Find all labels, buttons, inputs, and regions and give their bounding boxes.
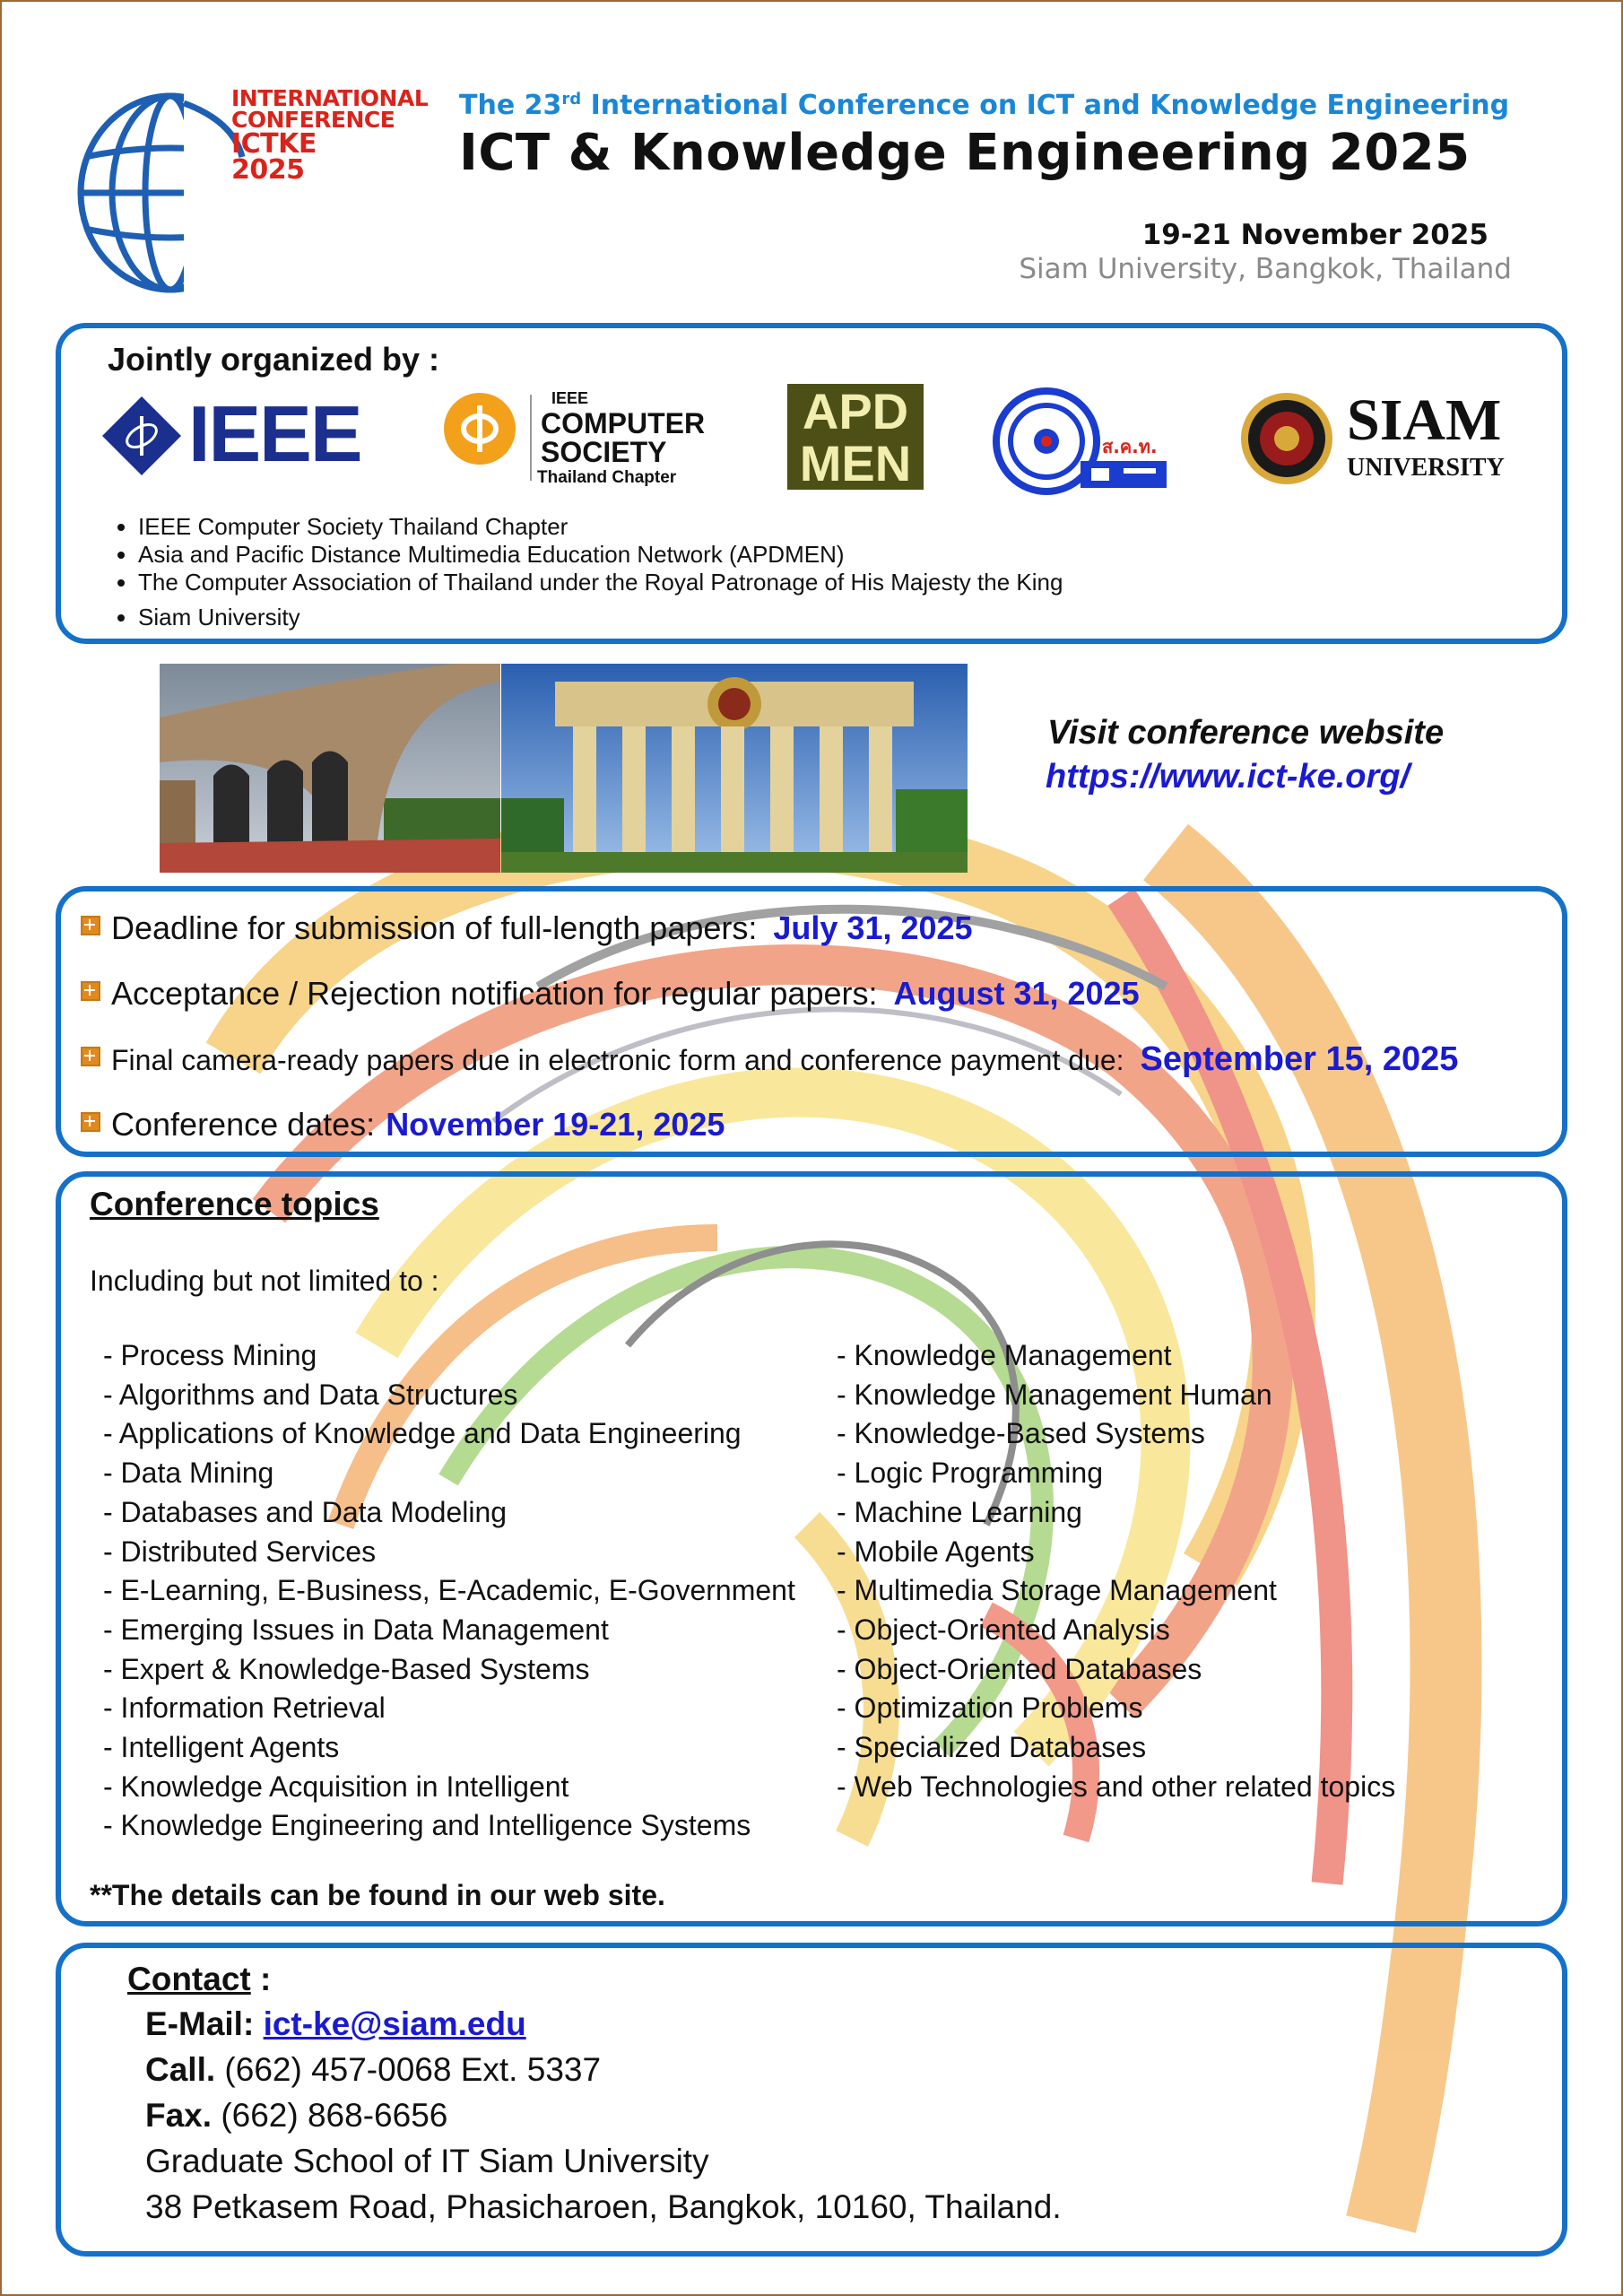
bullet-square-icon: [81, 1112, 100, 1132]
list-item: - Logic Programming: [837, 1457, 1103, 1490]
conference-venue: Siam University, Bangkok, Thailand: [1019, 253, 1512, 285]
topics-right-column: [837, 1336, 1395, 1806]
logo-line-3: ICTKE: [231, 128, 317, 160]
campus-pillars-photo: [501, 664, 968, 873]
deadline-label: Final camera-ready papers due in electronic form and conference payment due:: [111, 1044, 1124, 1076]
subtitle-post: International Conference on ICT and Knowledge Engineering: [581, 90, 1510, 121]
contact-heading: [127, 1961, 271, 1998]
deadline-value: September 15, 2025: [1140, 1040, 1459, 1078]
list-item: - Expert & Knowledge-Based Systems: [103, 1652, 590, 1685]
cat-logo: [991, 386, 1170, 497]
apdmen-logo: [787, 384, 924, 490]
list-item: - Machine Learning: [837, 1495, 1082, 1528]
cs-line2: SOCIETY: [541, 436, 667, 468]
list-item: - Data Mining: [103, 1457, 274, 1490]
contact-call: [145, 2051, 601, 2089]
fax-label: Fax.: [145, 2097, 213, 2134]
topics-intro: Including but not limited to :: [90, 1265, 439, 1297]
list-item: - Databases and Data Modeling: [103, 1495, 508, 1528]
ieee-diamond-icon: [100, 395, 183, 477]
list-item: - Optimization Problems: [837, 1692, 1143, 1725]
list-item: - Information Retrieval: [103, 1692, 386, 1725]
phi-circle-icon: [442, 391, 517, 466]
subtitle-sup: rd: [561, 90, 582, 109]
organizers-heading: Jointly organized by :: [108, 341, 440, 378]
apd-line1: APD: [802, 383, 909, 439]
deadline-conference-dates: [81, 1106, 725, 1144]
ieee-logo: [100, 389, 378, 478]
siam-seal-icon: [1239, 391, 1334, 486]
email-link[interactable]: ict-ke@siam.edu: [263, 2005, 526, 2042]
list-item: - Knowledge Engineering and Intelligence Systems: [103, 1809, 751, 1842]
list-item: - Algorithms and Data Structures: [103, 1378, 518, 1411]
list-item: - Process Mining: [103, 1339, 317, 1371]
list-item: - Mobile Agents: [837, 1535, 1035, 1568]
logo-line-1: INTERNATIONAL: [231, 85, 429, 111]
conference-logo-text: [231, 85, 429, 186]
deadline-notification: [81, 975, 1140, 1013]
list-item: - Knowledge Management Human: [837, 1378, 1272, 1411]
siam-line2: UNIVERSITY: [1347, 454, 1505, 482]
deadline-camera-ready: [81, 1040, 1458, 1079]
topics-left-column: [103, 1336, 795, 1846]
list-item: • Asia and Pacific Distance Multimedia Education Network (APDMEN): [138, 541, 1063, 569]
conference-title: ICT & Knowledge Engineering 2025: [459, 124, 1471, 182]
list-item: - Knowledge-Based Systems: [837, 1417, 1205, 1450]
bullet-square-icon: [81, 1047, 100, 1066]
list-item: - Knowledge Management: [837, 1339, 1172, 1371]
computer-society-logo: [442, 389, 711, 488]
list-item: - Object-Oriented Analysis: [837, 1613, 1170, 1646]
deadline-label: Conference dates:: [111, 1106, 376, 1143]
contact-fax: [145, 2097, 447, 2135]
deadline-value: November 19-21, 2025: [386, 1106, 725, 1143]
bullet-square-icon: [81, 981, 100, 1001]
list-item: - Knowledge Acquisition in Intelligent: [103, 1770, 569, 1803]
deadline-submission: [81, 909, 973, 947]
deadline-value: August 31, 2025: [893, 975, 1140, 1012]
deadline-label: Deadline for submission of full-length papers:: [111, 909, 758, 946]
list-item: - Web Technologies and other related topics: [837, 1770, 1396, 1803]
list-item: - Multimedia Storage Management: [837, 1574, 1277, 1607]
list-item: - Intelligent Agents: [103, 1731, 340, 1764]
topics-heading: Conference topics: [90, 1186, 379, 1222]
contact-address-2: 38 Petkasem Road, Phasicharoen, Bangkok, 10160, Thailand.: [145, 2188, 1062, 2225]
list-item: - Specialized Databases: [837, 1731, 1147, 1764]
list-item: - Object-Oriented Databases: [837, 1652, 1202, 1685]
email-label: E-Mail:: [145, 2005, 255, 2042]
logo-line-2: CONFERENCE: [231, 107, 395, 133]
website-label: Visit conference website: [1047, 714, 1445, 752]
contact-address-1: Graduate School of IT Siam University: [145, 2143, 709, 2179]
conference-date: 19-21 November 2025: [1141, 219, 1488, 251]
contact-heading-colon: :: [250, 1961, 272, 1997]
apd-line2: MEN: [799, 435, 912, 491]
cat-logo-text: ส.ค.ท.: [1102, 436, 1158, 457]
siam-line1: SIAM: [1347, 387, 1502, 453]
deadline-label: Acceptance / Rejection notification for regular papers:: [111, 975, 878, 1012]
cs-line1: COMPUTER: [541, 407, 706, 439]
contact-email: [145, 2005, 526, 2043]
deadline-value: July 31, 2025: [773, 909, 973, 946]
call-value: (662) 457-0068 Ext. 5337: [215, 2051, 602, 2088]
list-item: • The Computer Association of Thailand under the Royal Patronage of His Majesty the King: [138, 569, 1063, 596]
cs-line3: Thailand Chapter: [537, 468, 677, 487]
conference-subtitle: [459, 90, 1509, 121]
logo-line-4: 2025: [231, 154, 305, 186]
fax-value: (662) 868-6656: [212, 2097, 448, 2134]
campus-arch-photo: [160, 664, 500, 873]
siam-university-logo: [1239, 387, 1526, 490]
cs-top-text: IEEE: [551, 389, 589, 407]
list-item: - Applications of Knowledge and Data Engineering: [103, 1417, 742, 1450]
call-label: Call.: [145, 2051, 216, 2088]
list-item: - Distributed Services: [103, 1535, 377, 1568]
list-item: - E-Learning, E-Business, E-Academic, E-Government: [103, 1574, 795, 1607]
bullet-square-icon: [81, 916, 100, 935]
list-item: • IEEE Computer Society Thailand Chapter: [138, 513, 1063, 541]
cs-divider: [530, 395, 532, 481]
list-item: - Emerging Issues in Data Management: [103, 1613, 609, 1646]
organizers-list: [88, 513, 1063, 631]
ieee-logo-text: IEEE: [188, 389, 361, 478]
subtitle-pre: The 23: [459, 90, 562, 121]
contact-heading-text: Contact: [127, 1961, 251, 1997]
website-link[interactable]: https://www.ict-ke.org/: [1046, 758, 1410, 796]
list-item: • Siam University: [138, 604, 1063, 631]
details-note: **The details can be found in our web site.: [90, 1879, 665, 1911]
